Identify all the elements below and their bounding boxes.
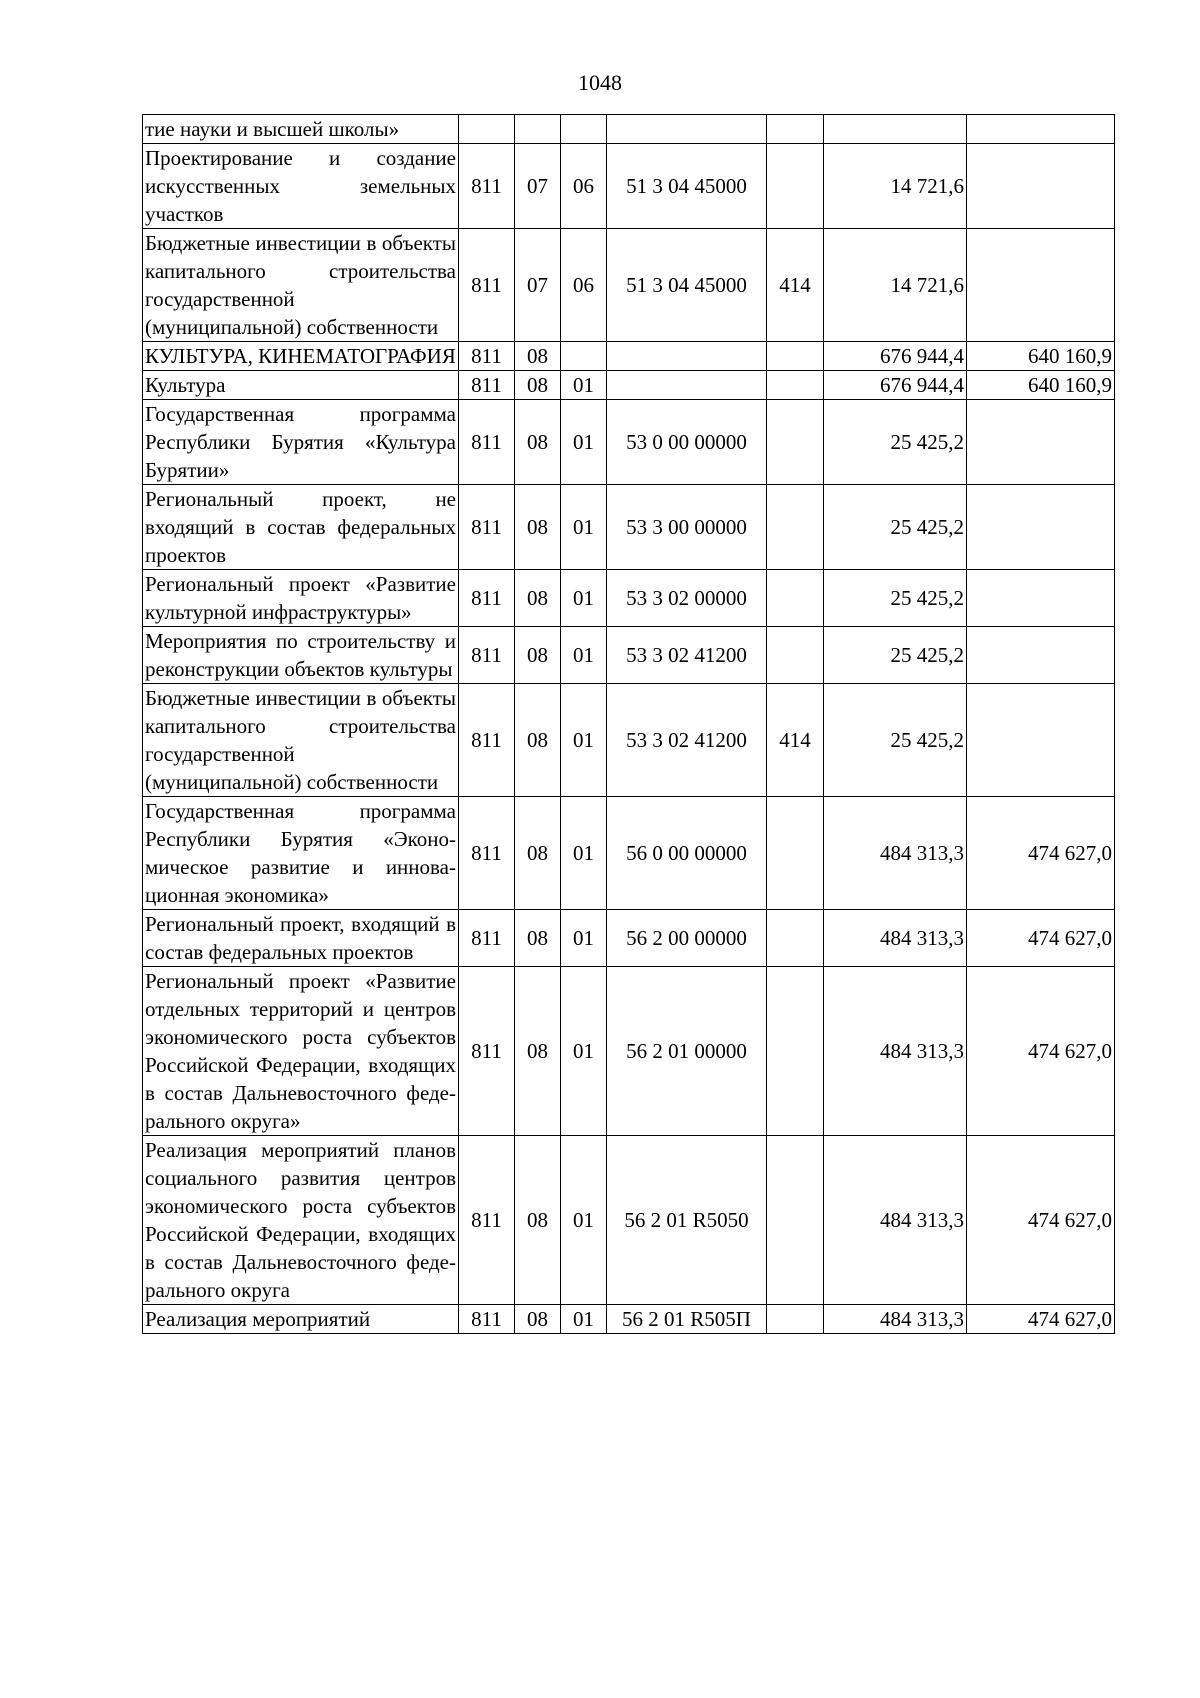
subsection-code-cell: 01 xyxy=(561,371,607,400)
amount-year2-cell: 474 627,0 xyxy=(967,967,1115,1136)
section-code-cell xyxy=(515,115,561,144)
subsection-code-cell: 01 xyxy=(561,485,607,570)
table-row xyxy=(143,400,1115,485)
target-article-cell: 56 2 01 R5050 xyxy=(607,1136,767,1305)
table-row xyxy=(143,115,1115,144)
section-code-cell: 08 xyxy=(515,627,561,684)
target-article-cell: 56 2 00 00000 xyxy=(607,910,767,967)
target-article-cell: 51 3 04 45000 xyxy=(607,229,767,342)
grbs-code-cell: 811 xyxy=(459,967,515,1136)
expense-type-cell xyxy=(767,1136,824,1305)
section-code-cell: 08 xyxy=(515,1136,561,1305)
table-row xyxy=(143,910,1115,967)
target-article-cell xyxy=(607,115,767,144)
item-name-cell: тие науки и высшей школы» xyxy=(143,115,459,144)
grbs-code-cell: 811 xyxy=(459,1305,515,1334)
item-name-cell: Реализация мероприятий xyxy=(143,1305,459,1334)
target-article-cell: 56 0 00 00000 xyxy=(607,797,767,910)
amount-year1-cell: 25 425,2 xyxy=(824,684,967,797)
item-name-cell: Региональный проект «Развитие культурной инфраструктуры» xyxy=(143,570,459,627)
amount-year1-cell: 484 313,3 xyxy=(824,910,967,967)
subsection-code-cell: 06 xyxy=(561,229,607,342)
target-article-cell: 51 3 04 45000 xyxy=(607,144,767,229)
table-row xyxy=(143,371,1115,400)
grbs-code-cell: 811 xyxy=(459,627,515,684)
grbs-code-cell: 811 xyxy=(459,485,515,570)
item-name-cell: Государственная программа Республики Бурятия «Культура Бурятии» xyxy=(143,400,459,485)
table-row xyxy=(143,797,1115,910)
item-name-cell: Государственная программа Республики Бурятия «Экономическое развитие и инновационная экономика» xyxy=(143,797,459,910)
section-code-cell: 08 xyxy=(515,684,561,797)
amount-year2-cell: 474 627,0 xyxy=(967,910,1115,967)
amount-year2-cell xyxy=(967,684,1115,797)
amount-year2-cell: 474 627,0 xyxy=(967,1136,1115,1305)
expense-type-cell: 414 xyxy=(767,229,824,342)
grbs-code-cell xyxy=(459,115,515,144)
amount-year2-cell xyxy=(967,570,1115,627)
expense-type-cell xyxy=(767,570,824,627)
target-article-cell: 53 3 02 41200 xyxy=(607,684,767,797)
expense-type-cell xyxy=(767,144,824,229)
amount-year1-cell: 676 944,4 xyxy=(824,342,967,371)
table-row xyxy=(143,627,1115,684)
section-code-cell: 08 xyxy=(515,371,561,400)
amount-year1-cell: 484 313,3 xyxy=(824,797,967,910)
amount-year1-cell: 484 313,3 xyxy=(824,967,967,1136)
subsection-code-cell: 01 xyxy=(561,400,607,485)
section-code-cell: 07 xyxy=(515,229,561,342)
section-code-cell: 08 xyxy=(515,797,561,910)
amount-year1-cell: 25 425,2 xyxy=(824,627,967,684)
amount-year2-cell xyxy=(967,144,1115,229)
grbs-code-cell: 811 xyxy=(459,570,515,627)
expense-type-cell xyxy=(767,342,824,371)
grbs-code-cell: 811 xyxy=(459,400,515,485)
item-name-cell: Региональный проект, не входящий в состав федеральных проектов xyxy=(143,485,459,570)
amount-year1-cell xyxy=(824,115,967,144)
table-row xyxy=(143,1136,1115,1305)
amount-year1-cell: 484 313,3 xyxy=(824,1305,967,1334)
target-article-cell xyxy=(607,342,767,371)
subsection-code-cell: 01 xyxy=(561,967,607,1136)
amount-year1-cell: 14 721,6 xyxy=(824,229,967,342)
target-article-cell: 56 2 01 00000 xyxy=(607,967,767,1136)
grbs-code-cell: 811 xyxy=(459,144,515,229)
subsection-code-cell: 01 xyxy=(561,910,607,967)
item-name-cell: Региональный проект, входящий в состав федеральных проектов xyxy=(143,910,459,967)
table-row xyxy=(143,485,1115,570)
subsection-code-cell: 01 xyxy=(561,797,607,910)
grbs-code-cell: 811 xyxy=(459,229,515,342)
expense-type-cell xyxy=(767,115,824,144)
subsection-code-cell xyxy=(561,342,607,371)
expense-type-cell xyxy=(767,371,824,400)
subsection-code-cell: 01 xyxy=(561,1305,607,1334)
section-code-cell: 08 xyxy=(515,967,561,1136)
item-name-cell: Бюджетные инвестиции в объекты капитального строительства государственной (муниципальной) собственности xyxy=(143,684,459,797)
amount-year2-cell: 640 160,9 xyxy=(967,371,1115,400)
expense-type-cell xyxy=(767,797,824,910)
target-article-cell: 53 0 00 00000 xyxy=(607,400,767,485)
section-code-cell: 08 xyxy=(515,400,561,485)
section-code-cell: 08 xyxy=(515,910,561,967)
grbs-code-cell: 811 xyxy=(459,371,515,400)
item-name-cell: Бюджетные инвестиции в объекты капитального строительства государственной (муниципальной) собственности xyxy=(143,229,459,342)
subsection-code-cell xyxy=(561,115,607,144)
target-article-cell: 53 3 02 00000 xyxy=(607,570,767,627)
amount-year2-cell xyxy=(967,115,1115,144)
grbs-code-cell: 811 xyxy=(459,342,515,371)
page-number: 1048 xyxy=(578,70,622,95)
expense-type-cell xyxy=(767,627,824,684)
item-name-cell: Проектирование и создание искусственных земельных участков xyxy=(143,144,459,229)
item-name-cell: КУЛЬТУРА, КИНЕМАТОГРАФИЯ xyxy=(143,342,459,371)
table-row xyxy=(143,684,1115,797)
section-code-cell: 08 xyxy=(515,1305,561,1334)
subsection-code-cell: 01 xyxy=(561,627,607,684)
table-row xyxy=(143,229,1115,342)
target-article-cell: 53 3 02 41200 xyxy=(607,627,767,684)
table-row xyxy=(143,570,1115,627)
amount-year2-cell: 640 160,9 xyxy=(967,342,1115,371)
amount-year2-cell xyxy=(967,627,1115,684)
section-code-cell: 08 xyxy=(515,570,561,627)
amount-year1-cell: 14 721,6 xyxy=(824,144,967,229)
grbs-code-cell: 811 xyxy=(459,797,515,910)
table-row xyxy=(143,342,1115,371)
item-name-cell: Региональный проект «Развитие отдельных территорий и центров экономического роста субъектов Российской Федерации, входящих в состав Дальневосточного федерального округа» xyxy=(143,967,459,1136)
expense-type-cell xyxy=(767,967,824,1136)
expense-type-cell xyxy=(767,1305,824,1334)
expense-type-cell xyxy=(767,400,824,485)
section-code-cell: 07 xyxy=(515,144,561,229)
amount-year2-cell xyxy=(967,485,1115,570)
item-name-cell: Реализация мероприятий планов социального развития центров экономического роста субъектов Российской Федерации, входящих в состав Дальневосточного федерального округа xyxy=(143,1136,459,1305)
expense-type-cell: 414 xyxy=(767,684,824,797)
section-code-cell: 08 xyxy=(515,342,561,371)
subsection-code-cell: 01 xyxy=(561,1136,607,1305)
amount-year2-cell: 474 627,0 xyxy=(967,797,1115,910)
target-article-cell: 53 3 00 00000 xyxy=(607,485,767,570)
budget-table-body xyxy=(143,115,1115,1334)
item-name-cell: Мероприятия по строительству и реконструкции объектов культуры xyxy=(143,627,459,684)
budget-table xyxy=(142,114,1115,1334)
amount-year1-cell: 484 313,3 xyxy=(824,1136,967,1305)
amount-year2-cell xyxy=(967,400,1115,485)
target-article-cell xyxy=(607,371,767,400)
amount-year1-cell: 676 944,4 xyxy=(824,371,967,400)
expense-type-cell xyxy=(767,910,824,967)
grbs-code-cell: 811 xyxy=(459,1136,515,1305)
section-code-cell: 08 xyxy=(515,485,561,570)
subsection-code-cell: 01 xyxy=(561,570,607,627)
amount-year1-cell: 25 425,2 xyxy=(824,400,967,485)
subsection-code-cell: 01 xyxy=(561,684,607,797)
subsection-code-cell: 06 xyxy=(561,144,607,229)
amount-year2-cell xyxy=(967,229,1115,342)
amount-year1-cell: 25 425,2 xyxy=(824,485,967,570)
table-row xyxy=(143,967,1115,1136)
grbs-code-cell: 811 xyxy=(459,684,515,797)
table-row xyxy=(143,144,1115,229)
expense-type-cell xyxy=(767,485,824,570)
target-article-cell: 56 2 01 R505П xyxy=(607,1305,767,1334)
amount-year2-cell: 474 627,0 xyxy=(967,1305,1115,1334)
item-name-cell: Культура xyxy=(143,371,459,400)
grbs-code-cell: 811 xyxy=(459,910,515,967)
table-row xyxy=(143,1305,1115,1334)
amount-year1-cell: 25 425,2 xyxy=(824,570,967,627)
